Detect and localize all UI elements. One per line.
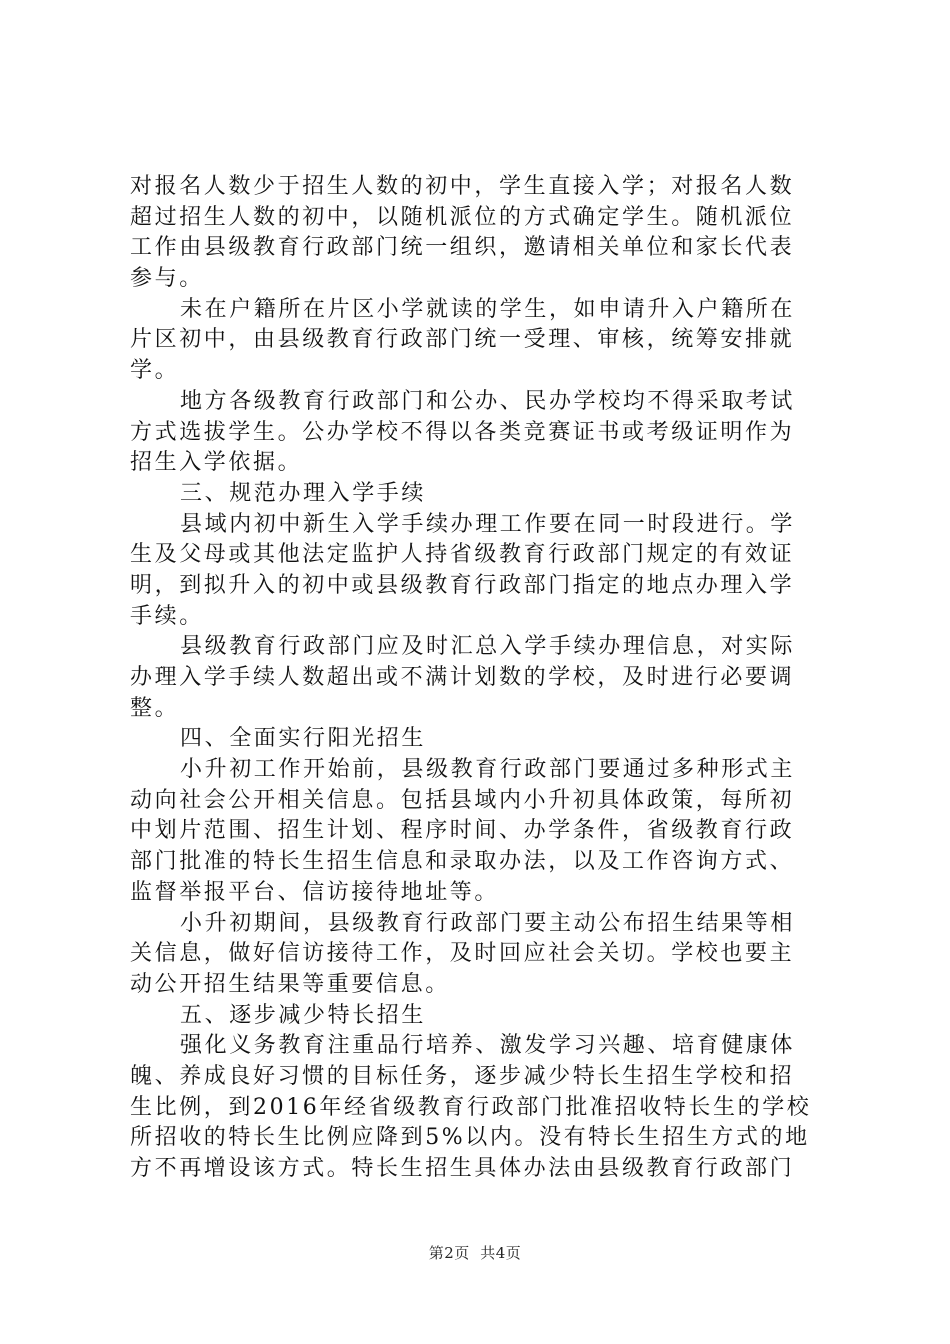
text-line: 办理入学手续人数超出或不满计划数的学校，及时进行必要调 <box>130 665 795 690</box>
text-line: 生及父母或其他法定监护人持省级教育行政部门规定的有效证 <box>130 542 795 568</box>
section-heading: 四、全面实行阳光招生 <box>180 726 427 752</box>
text-line: 方式选拔学生。公办学校不得以各类竞赛证书或考级证明作为 <box>130 419 795 445</box>
paragraph-first-line: 县域内初中新生入学手续办理工作要在同一时段进行。学 <box>180 511 796 537</box>
text-line: 监督举报平台、信访接待地址等。 <box>130 879 500 905</box>
text-line: 工作由县级教育行政部门统一组织，邀请相关单位和家长代表 <box>130 235 795 261</box>
text-line: 明，到拟升入的初中或县级教育行政部门指定的地点办理入学 <box>130 572 795 598</box>
text-line: 片区初中，由县级教育行政部门统一受理、审核，统筹安排就 <box>130 327 795 353</box>
text-line: 生比例，到2016年经省级教育行政部门批准招收特长生的学校 <box>130 1094 812 1120</box>
text-line: 魄、养成良好习惯的目标任务，逐步减少特长生招生学校和招 <box>130 1063 795 1089</box>
paragraph-first-line: 小升初期间，县级教育行政部门要主动公布招生结果等相 <box>180 910 796 936</box>
text-line: 参与。 <box>130 266 204 292</box>
paragraph-first-line: 未在户籍所在片区小学就读的学生，如申请升入户籍所在 <box>180 296 796 322</box>
text-line: 关信息，做好信访接待工作，及时回应社会关切。学校也要主 <box>130 941 795 967</box>
section-heading: 五、逐步减少特长招生 <box>180 1002 427 1028</box>
text-line: 所招收的特长生比例应降到5%以内。没有特长生招生方式的地 <box>130 1125 810 1151</box>
section-heading: 三、规范办理入学手续 <box>180 480 427 506</box>
text-line: 手续。 <box>130 603 204 629</box>
text-line: 招生入学依据。 <box>130 450 303 476</box>
page-number-footer: 第2页 共4页 <box>428 1244 522 1262</box>
paragraph-first-line: 小升初工作开始前，县级教育行政部门要通过多种形式主 <box>180 757 796 783</box>
paragraph-first-line: 县级教育行政部门应及时汇总入学手续办理信息，对实际 <box>180 634 796 660</box>
text-line: 中划片范围、招生计划、程序时间、办学条件，省级教育行政 <box>130 818 795 844</box>
paragraph-first-line: 强化义务教育注重品行培养、激发学习兴趣、培育健康体 <box>180 1033 796 1059</box>
text-line: 动向社会公开相关信息。包括县域内小升初具体政策，每所初 <box>130 787 795 813</box>
text-line: 方不再增设该方式。特长生招生具体办法由县级教育行政部门 <box>130 1156 795 1181</box>
text-line: 动公开招生结果等重要信息。 <box>130 971 450 997</box>
text-line: 部门批准的特长生招生信息和录取办法，以及工作咨询方式、 <box>130 849 795 875</box>
document-body <box>130 172 830 1185</box>
text-line: 超过招生人数的初中，以随机派位的方式确定学生。随机派位 <box>130 204 795 230</box>
paragraph-first-line: 地方各级教育行政部门和公办、民办学校均不得采取考试 <box>180 388 796 414</box>
text-line: 对报名人数少于招生人数的初中，学生直接入学；对报名人数 <box>130 174 795 199</box>
text-line: 整。 <box>130 695 180 721</box>
text-line: 学。 <box>130 358 180 384</box>
